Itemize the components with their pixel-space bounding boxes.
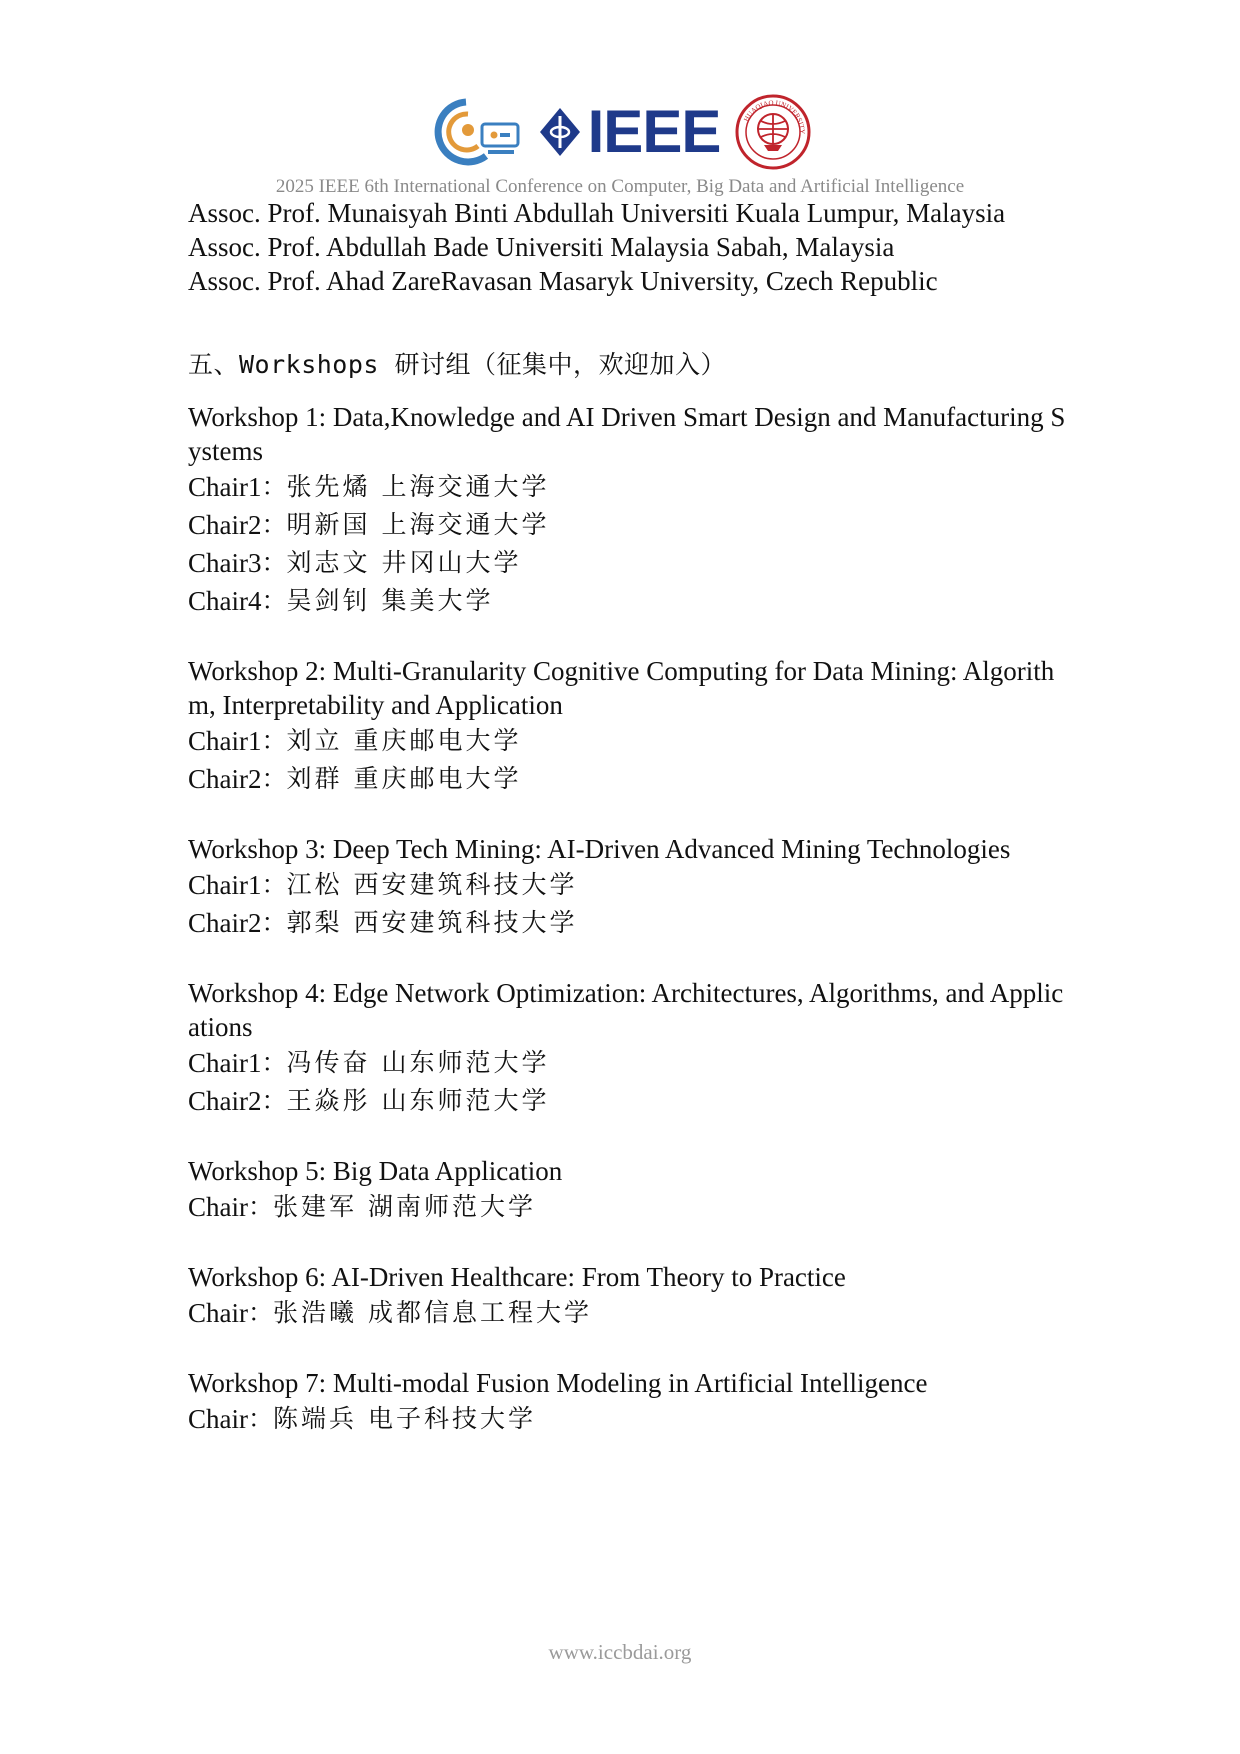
workshop-chair xyxy=(188,1400,1068,1438)
svg-text:HUAQIAO UNIVERSITY: HUAQIAO UNIVERSITY xyxy=(742,98,807,135)
workshop-4 xyxy=(188,976,1068,1120)
chair-separator: ： xyxy=(261,726,287,755)
chair-name: 江松 西安建筑科技大学 xyxy=(286,870,578,899)
chair-name: 郭梨 西安建筑科技大学 xyxy=(286,908,578,937)
chair-name: 刘立 重庆邮电大学 xyxy=(286,726,522,755)
workshop-chair xyxy=(188,582,1068,620)
workshop-list xyxy=(188,400,1068,1438)
workshop-title: Workshop 4: Edge Network Optimization: Architectures, Algorithms, and Applications xyxy=(188,978,1064,1042)
workshop-chair xyxy=(188,1044,1068,1082)
workshop-title: Workshop 5: Big Data Application xyxy=(188,1156,563,1186)
ieee-diamond-icon xyxy=(538,106,582,158)
chair-name: 刘群 重庆邮电大学 xyxy=(286,764,522,793)
workshop-chair xyxy=(188,866,1068,904)
workshop-chair xyxy=(188,506,1068,544)
chair-label: Chair4 xyxy=(188,586,262,616)
workshop-chair xyxy=(188,904,1068,942)
chair-separator: ： xyxy=(261,586,287,615)
ieee-logo xyxy=(538,98,721,165)
chair-label: Chair1 xyxy=(188,726,262,756)
chair-label: Chair2 xyxy=(188,764,262,794)
chair-label: Chair3 xyxy=(188,548,262,578)
document-body xyxy=(188,196,1068,1472)
chair-name: 张建军 湖南师范大学 xyxy=(273,1192,536,1221)
chair-name: 冯传奋 山东师范大学 xyxy=(286,1048,550,1077)
workshop-title: Workshop 2: Multi-Granularity Cognitive Computing for Data Mining: Algorithm, Interpretability and Application xyxy=(188,656,1055,720)
chair-separator: ： xyxy=(261,764,287,793)
chair-name: 刘志文 井冈山大学 xyxy=(286,548,522,577)
footer-url: www.iccbdai.org xyxy=(548,1640,692,1664)
chair-label: Chair xyxy=(188,1404,248,1434)
chair-separator: ： xyxy=(248,1192,274,1221)
chair-name: 明新国 上海交通大学 xyxy=(286,510,550,539)
page-header xyxy=(0,90,1240,198)
workshop-5 xyxy=(188,1154,1068,1226)
chair-separator: ： xyxy=(261,1048,287,1077)
logo-row xyxy=(0,90,1240,174)
chair-name: 陈端兵 电子科技大学 xyxy=(273,1404,536,1433)
workshop-title: Workshop 1: Data,Knowledge and AI Driven Smart Design and Manufacturing Systems xyxy=(188,402,1066,466)
workshop-7 xyxy=(188,1366,1068,1438)
chair-label: Chair2 xyxy=(188,510,262,540)
chair-label: Chair xyxy=(188,1298,248,1328)
committee-list xyxy=(188,196,1068,298)
workshop-chair xyxy=(188,1188,1068,1226)
workshop-title: Workshop 6: AI-Driven Healthcare: From Theory to Practice xyxy=(188,1262,846,1292)
workshop-chair xyxy=(188,722,1068,760)
chair-label: Chair2 xyxy=(188,1086,262,1116)
chair-label: Chair1 xyxy=(188,472,262,502)
committee-member: Assoc. Prof. Munaisyah Binti Abdullah Universiti Kuala Lumpur, Malaysia xyxy=(188,198,1006,228)
chair-separator: ： xyxy=(261,472,287,501)
ieee-wordmark: IEEE xyxy=(587,98,721,165)
workshop-chair xyxy=(188,544,1068,582)
chair-separator: ： xyxy=(261,1086,287,1115)
chair-label: Chair xyxy=(188,1192,248,1222)
workshop-2 xyxy=(188,654,1068,798)
chair-label: Chair2 xyxy=(188,908,262,938)
workshop-chair xyxy=(188,468,1068,506)
workshop-chair xyxy=(188,1082,1068,1120)
chair-name: 吴剑钊 集美大学 xyxy=(286,586,494,615)
chair-separator: ： xyxy=(261,510,287,539)
workshop-1 xyxy=(188,400,1068,620)
chair-name: 张先燏 上海交通大学 xyxy=(286,472,550,501)
workshop-title: Workshop 3: Deep Tech Mining: AI-Driven Advanced Mining Technologies xyxy=(188,834,1011,864)
chair-label: Chair1 xyxy=(188,870,262,900)
workshop-6 xyxy=(188,1260,1068,1332)
chair-name: 王焱彤 山东师范大学 xyxy=(286,1086,550,1115)
chair-separator: ： xyxy=(261,908,287,937)
workshop-3 xyxy=(188,832,1068,942)
chair-separator: ： xyxy=(248,1404,274,1433)
chair-label: Chair1 xyxy=(188,1048,262,1078)
committee-member: Assoc. Prof. Ahad ZareRavasan Masaryk University, Czech Republic xyxy=(188,266,938,296)
chair-separator: ： xyxy=(261,870,287,899)
workshop-chair xyxy=(188,1294,1068,1332)
chair-name: 张浩曦 成都信息工程大学 xyxy=(273,1298,592,1327)
section-title: 五、Workshops 研讨组（征集中，欢迎加入） xyxy=(188,350,727,379)
conference-title: 2025 IEEE 6th International Conference on Computer, Big Data and Artificial Intelligence xyxy=(275,176,965,197)
chair-separator: ： xyxy=(261,548,287,577)
committee-member: Assoc. Prof. Abdullah Bade Universiti Malaysia Sabah, Malaysia xyxy=(188,232,895,262)
workshop-title: Workshop 7: Multi-modal Fusion Modeling in Artificial Intelligence xyxy=(188,1368,928,1398)
workshop-chair xyxy=(188,760,1068,798)
conference-logo xyxy=(428,94,524,170)
chair-separator: ： xyxy=(248,1298,274,1327)
university-seal xyxy=(734,93,812,171)
